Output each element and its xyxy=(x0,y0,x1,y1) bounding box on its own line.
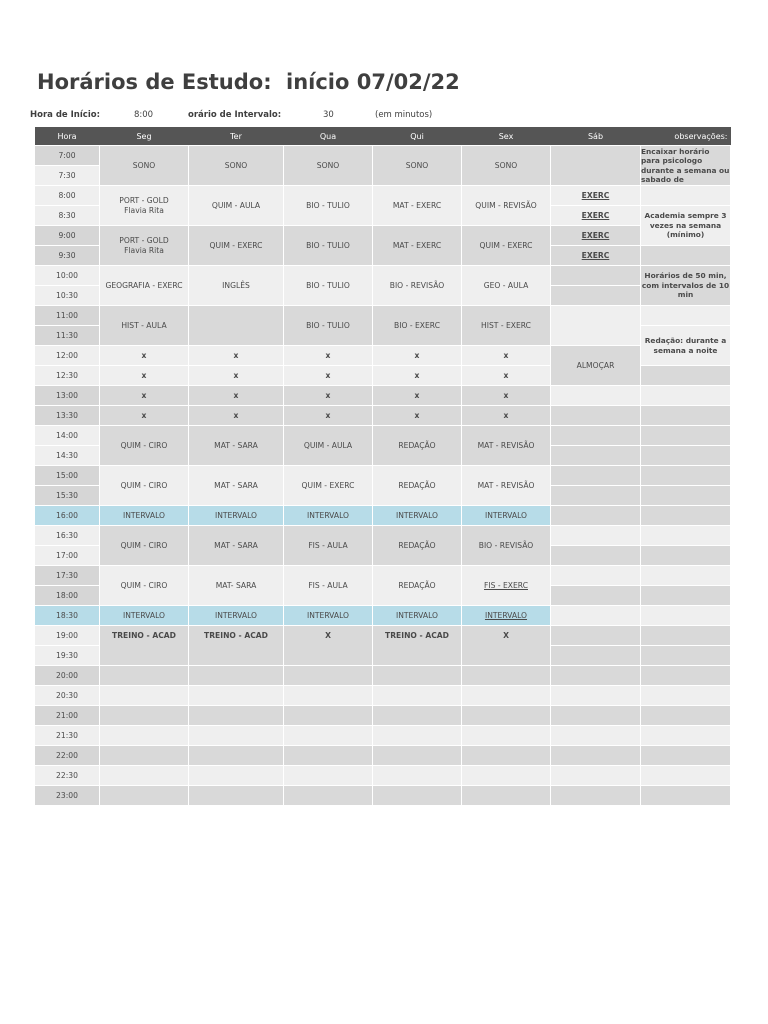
cell-sab xyxy=(551,446,641,466)
cell-qua xyxy=(284,786,373,806)
cell-seg: QUIM - CIRO xyxy=(100,526,189,566)
cell-sab xyxy=(551,546,641,566)
cell-qui xyxy=(373,666,462,686)
cell-qua xyxy=(284,766,373,786)
cell-qui: REDAÇÃO xyxy=(373,526,462,566)
cell-ter: TREINO - ACAD xyxy=(189,626,284,666)
cell-seg: QUIM - CIRO xyxy=(100,466,189,506)
table-row xyxy=(35,306,731,326)
time-cell: 10:30 xyxy=(35,286,100,306)
cell-sab xyxy=(551,386,641,406)
cell-ter xyxy=(189,726,284,746)
cell-qui: REDAÇÃO xyxy=(373,466,462,506)
cell-qui: TREINO - ACAD xyxy=(373,626,462,666)
start-date-title: início 07/02/22 xyxy=(286,70,460,94)
cell-obs xyxy=(641,586,731,606)
cell-qua: QUIM - AULA xyxy=(284,426,373,466)
cell-sab xyxy=(551,726,641,746)
cell-subtext: Flavia Rita xyxy=(124,245,164,255)
col-hora: Hora xyxy=(35,127,100,146)
cell-qui: MAT - EXERC xyxy=(373,186,462,226)
time-cell: 11:30 xyxy=(35,326,100,346)
cell-sab xyxy=(551,426,641,446)
time-cell: 20:30 xyxy=(35,686,100,706)
cell-ter: MAT - SARA xyxy=(189,526,284,566)
cell-obs xyxy=(641,686,731,706)
cell-ter: MAT - SARA xyxy=(189,466,284,506)
cell-qua: BIO - TULIO xyxy=(284,266,373,306)
cell-sex: HIST - EXERC xyxy=(462,306,551,346)
schedule-table xyxy=(34,127,731,806)
cell-seg: x xyxy=(100,406,189,426)
cell-qui: BIO - EXERC xyxy=(373,306,462,346)
start-time-value: 8:00 xyxy=(134,110,154,120)
cell-ter: QUIM - AULA xyxy=(189,186,284,226)
cell-qua: BIO - TULIO xyxy=(284,306,373,346)
cell-seg: TREINO - ACAD xyxy=(100,626,189,666)
cell-obs xyxy=(641,386,731,406)
table-row xyxy=(35,606,731,626)
table-row xyxy=(35,706,731,726)
table-row xyxy=(35,146,731,166)
time-cell: 12:30 xyxy=(35,366,100,386)
cell-sex: x xyxy=(462,366,551,386)
cell-obs xyxy=(641,746,731,766)
cell-qui: x xyxy=(373,366,462,386)
cell-qui xyxy=(373,726,462,746)
table-row xyxy=(35,686,731,706)
col-qua: Qua xyxy=(284,127,373,146)
interval-value: 30 xyxy=(323,110,334,120)
cell-sex: QUIM - REVISÃO xyxy=(462,186,551,226)
cell-qui xyxy=(373,766,462,786)
cell-obs xyxy=(641,766,731,786)
time-cell: 13:30 xyxy=(35,406,100,426)
cell-qui: REDAÇÃO xyxy=(373,426,462,466)
cell-obs xyxy=(641,726,731,746)
time-cell: 9:30 xyxy=(35,246,100,266)
cell-text: PORT - GOLD xyxy=(119,196,169,205)
time-cell: 14:30 xyxy=(35,446,100,466)
col-ter: Ter xyxy=(189,127,284,146)
cell-ter: x xyxy=(189,406,284,426)
cell-sex: GEO - AULA xyxy=(462,266,551,306)
cell-sab xyxy=(551,266,641,286)
cell-qua xyxy=(284,686,373,706)
cell-qui: SONO xyxy=(373,146,462,186)
cell-sex: INTERVALO xyxy=(462,506,551,526)
note-redacao: Redação: durante a semana a noite xyxy=(641,326,731,366)
cell-obs xyxy=(641,246,731,266)
cell-ter xyxy=(189,786,284,806)
table-row xyxy=(35,526,731,546)
time-cell: 15:30 xyxy=(35,486,100,506)
cell-sab xyxy=(551,686,641,706)
cell-sab xyxy=(551,766,641,786)
cell-sex: BIO - REVISÃO xyxy=(462,526,551,566)
cell-seg xyxy=(100,726,189,746)
cell-qui xyxy=(373,786,462,806)
cell-sex: INTERVALO xyxy=(462,606,551,626)
cell-sab xyxy=(551,486,641,506)
cell-qui: MAT - EXERC xyxy=(373,226,462,266)
time-cell: 12:00 xyxy=(35,346,100,366)
cell-ter: INGLÊS xyxy=(189,266,284,306)
cell-sex: MAT - REVISÃO xyxy=(462,466,551,506)
table-row xyxy=(35,786,731,806)
cell-qua xyxy=(284,706,373,726)
cell-qua: x xyxy=(284,346,373,366)
time-cell: 7:30 xyxy=(35,166,100,186)
cell-sex xyxy=(462,726,551,746)
cell-seg xyxy=(100,786,189,806)
time-cell: 23:00 xyxy=(35,786,100,806)
cell-seg: x xyxy=(100,346,189,366)
time-cell: 18:30 xyxy=(35,606,100,626)
cell-ter: MAT - SARA xyxy=(189,426,284,466)
cell-sab xyxy=(551,606,641,626)
cell-qua: SONO xyxy=(284,146,373,186)
time-cell: 21:00 xyxy=(35,706,100,726)
col-observacoes: observações: xyxy=(641,127,731,146)
time-cell: 16:00 xyxy=(35,506,100,526)
cell-sab xyxy=(551,286,641,306)
table-row xyxy=(35,346,731,366)
interval-unit: (em minutos) xyxy=(375,110,433,120)
cell-seg xyxy=(100,766,189,786)
cell-qua: BIO - TULIO xyxy=(284,186,373,226)
cell-sab xyxy=(551,526,641,546)
table-row xyxy=(35,386,731,406)
table-row xyxy=(35,426,731,446)
cell-seg xyxy=(100,706,189,726)
cell-obs xyxy=(641,566,731,586)
table-row xyxy=(35,566,731,586)
cell-qua: x xyxy=(284,406,373,426)
cell-qui: INTERVALO xyxy=(373,606,462,626)
cell-seg xyxy=(100,686,189,706)
cell-qua xyxy=(284,666,373,686)
cell-obs xyxy=(641,526,731,546)
cell-ter xyxy=(189,306,284,346)
cell-sab xyxy=(551,306,641,346)
cell-sex: x xyxy=(462,346,551,366)
time-cell: 13:00 xyxy=(35,386,100,406)
table-row xyxy=(35,746,731,766)
cell-sab xyxy=(551,786,641,806)
table-row xyxy=(35,466,731,486)
cell-sab xyxy=(551,566,641,586)
cell-obs xyxy=(641,706,731,726)
table-row xyxy=(35,666,731,686)
table-row xyxy=(35,626,731,646)
table-row xyxy=(35,186,731,206)
time-cell: 19:30 xyxy=(35,646,100,666)
cell-seg: x xyxy=(100,386,189,406)
col-sab: Sáb xyxy=(551,127,641,146)
cell-sex: SONO xyxy=(462,146,551,186)
cell-ter xyxy=(189,666,284,686)
time-cell: 8:30 xyxy=(35,206,100,226)
cell-ter: x xyxy=(189,386,284,406)
table-row xyxy=(35,506,731,526)
cell-sex xyxy=(462,666,551,686)
cell-qui xyxy=(373,746,462,766)
cell-sab: EXERC xyxy=(551,226,641,246)
cell-qui: x xyxy=(373,346,462,366)
start-time-label: Hora de Início: xyxy=(30,110,100,120)
cell-ter: SONO xyxy=(189,146,284,186)
cell-sex xyxy=(462,766,551,786)
time-cell: 20:00 xyxy=(35,666,100,686)
cell-obs xyxy=(641,446,731,466)
cell-sab xyxy=(551,626,641,646)
cell-sex: MAT - REVISÃO xyxy=(462,426,551,466)
cell-ter: x xyxy=(189,366,284,386)
table-row xyxy=(35,406,731,426)
cell-qui: INTERVALO xyxy=(373,506,462,526)
table-row xyxy=(35,726,731,746)
cell-seg: QUIM - CIRO xyxy=(100,566,189,606)
cell-sab xyxy=(551,706,641,726)
cell-obs xyxy=(641,406,731,426)
cell-obs xyxy=(641,626,731,646)
table-row xyxy=(35,266,731,286)
cell-qui xyxy=(373,686,462,706)
time-cell: 18:00 xyxy=(35,586,100,606)
cell-seg xyxy=(100,746,189,766)
col-qui: Qui xyxy=(373,127,462,146)
time-cell: 22:00 xyxy=(35,746,100,766)
cell-text: PORT - GOLD xyxy=(119,236,169,245)
cell-ter: INTERVALO xyxy=(189,506,284,526)
cell-qua: FIS - AULA xyxy=(284,566,373,606)
header-row xyxy=(35,127,731,146)
cell-seg: x xyxy=(100,366,189,386)
time-cell: 9:00 xyxy=(35,226,100,246)
cell-sab xyxy=(551,506,641,526)
cell-qua: QUIM - EXERC xyxy=(284,466,373,506)
cell-sab xyxy=(551,666,641,686)
cell-seg: GEOGRAFIA - EXERC xyxy=(100,266,189,306)
cell-qui xyxy=(373,706,462,726)
cell-obs xyxy=(641,646,731,666)
time-cell: 21:30 xyxy=(35,726,100,746)
cell-seg xyxy=(100,666,189,686)
cell-sex xyxy=(462,746,551,766)
cell-qui: x xyxy=(373,386,462,406)
cell-obs xyxy=(641,486,731,506)
cell-ter xyxy=(189,746,284,766)
note-psicologo: Encaixar horário para psicologo durante a semana ou sabado de xyxy=(641,146,730,184)
cell-qua xyxy=(284,726,373,746)
cell-sex: x xyxy=(462,386,551,406)
cell-ter xyxy=(189,766,284,786)
cell-sab xyxy=(551,746,641,766)
cell-qua: INTERVALO xyxy=(284,606,373,626)
time-cell: 14:00 xyxy=(35,426,100,446)
cell-sab xyxy=(551,466,641,486)
cell-obs xyxy=(641,426,731,446)
time-cell: 10:00 xyxy=(35,266,100,286)
cell-seg xyxy=(100,186,189,226)
cell-qua: FIS - AULA xyxy=(284,526,373,566)
cell-qua: BIO - TULIO xyxy=(284,226,373,266)
cell-sab xyxy=(551,646,641,666)
cell-obs xyxy=(641,306,731,326)
cell-qua: X xyxy=(284,626,373,666)
cell-sex xyxy=(462,706,551,726)
time-cell: 22:30 xyxy=(35,766,100,786)
cell-sab xyxy=(551,586,641,606)
cell-seg: HIST - AULA xyxy=(100,306,189,346)
cell-obs xyxy=(641,366,731,386)
cell-qua: x xyxy=(284,386,373,406)
cell-ter: INTERVALO xyxy=(189,606,284,626)
cell-sex xyxy=(462,786,551,806)
cell-qui: x xyxy=(373,406,462,426)
cell-qua xyxy=(284,746,373,766)
cell-seg: INTERVALO xyxy=(100,606,189,626)
time-cell: 11:00 xyxy=(35,306,100,326)
cell-qua: x xyxy=(284,366,373,386)
cell-sab: EXERC xyxy=(551,246,641,266)
cell-obs xyxy=(641,546,731,566)
cell-qua: INTERVALO xyxy=(284,506,373,526)
time-cell: 16:30 xyxy=(35,526,100,546)
cell-obs xyxy=(641,606,731,626)
cell-sex: FIS - EXERC xyxy=(462,566,551,606)
time-cell: 15:00 xyxy=(35,466,100,486)
cell-obs xyxy=(641,186,731,206)
cell-sab: EXERC xyxy=(551,186,641,206)
col-sex: Sex xyxy=(462,127,551,146)
cell-qui: BIO - REVISÃO xyxy=(373,266,462,306)
cell-seg: INTERVALO xyxy=(100,506,189,526)
cell-sex: QUIM - EXERC xyxy=(462,226,551,266)
cell-ter xyxy=(189,706,284,726)
time-cell: 17:30 xyxy=(35,566,100,586)
cell-sab xyxy=(551,406,641,426)
cell-ter xyxy=(189,686,284,706)
cell-obs xyxy=(641,786,731,806)
table-row xyxy=(35,766,731,786)
cell-sex xyxy=(462,686,551,706)
table-row xyxy=(35,226,731,246)
cell-sab xyxy=(551,146,641,186)
time-cell: 19:00 xyxy=(35,626,100,646)
note-academia: Academia sempre 3 vezes na semana (mínimo) xyxy=(641,206,731,246)
cell-ter: x xyxy=(189,346,284,366)
cell-seg xyxy=(100,226,189,266)
cell-ter: QUIM - EXERC xyxy=(189,226,284,266)
cell-sex: X xyxy=(462,626,551,666)
cell-sab: ALMOÇAR xyxy=(551,346,641,386)
cell-seg: QUIM - CIRO xyxy=(100,426,189,466)
cell-subtext: Flavia Rita xyxy=(124,205,164,215)
cell-qui: REDAÇÃO xyxy=(373,566,462,606)
cell-sex: x xyxy=(462,406,551,426)
cell-obs xyxy=(641,666,731,686)
cell-obs xyxy=(641,506,731,526)
page-title: Horários de Estudo: xyxy=(37,70,272,94)
note-horarios: Horários de 50 min, com intervalos de 10 min xyxy=(641,266,731,306)
cell-seg: SONO xyxy=(100,146,189,186)
time-cell: 17:00 xyxy=(35,546,100,566)
col-seg: Seg xyxy=(100,127,189,146)
time-cell: 8:00 xyxy=(35,186,100,206)
cell-obs xyxy=(641,466,731,486)
cell-ter: MAT- SARA xyxy=(189,566,284,606)
time-cell: 7:00 xyxy=(35,146,100,166)
cell-sab: EXERC xyxy=(551,206,641,226)
interval-label: orário de Intervalo: xyxy=(188,110,282,120)
